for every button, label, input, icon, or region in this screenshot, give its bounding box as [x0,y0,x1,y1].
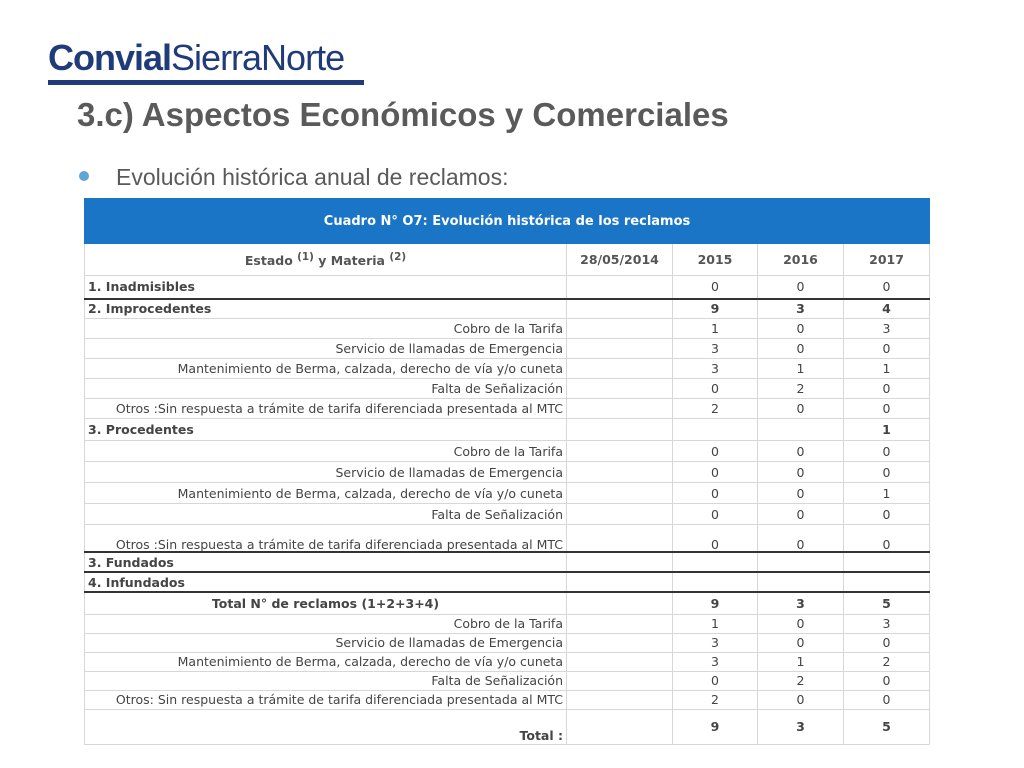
row-label: Mantenimiento de Berma, calzada, derecho de vía y/o cuneta [85,652,567,671]
header-sup1: (1) [297,251,314,264]
row-label: 3. Procedentes [85,419,567,441]
row-label: Mantenimiento de Berma, calzada, derecho de vía y/o cuneta [85,483,567,504]
cell-2017: 5 [844,592,930,614]
logo-text-light: SierraNorte [171,37,345,78]
table-row [85,572,930,592]
cell-2017 [844,552,930,572]
cell-2015: 0 [673,276,758,299]
header-date: 28/05/2014 [567,244,673,276]
cell-2017: 3 [844,614,930,633]
cell-2015: 3 [673,339,758,359]
cell-2016: 0 [758,690,844,709]
table-row [85,633,930,652]
cell-2015 [673,552,758,572]
cell-2016: 0 [758,399,844,419]
row-label: Total : [85,709,567,744]
table-row [85,525,930,553]
cell-2016: 0 [758,504,844,525]
row-label: Servicio de llamadas de Emergencia [85,633,567,652]
cell-date [567,614,673,633]
table-row [85,319,930,339]
cell-2017: 0 [844,633,930,652]
header-y-materia: y Materia [318,253,385,269]
cell-2016: 2 [758,379,844,399]
cell-2016: 0 [758,483,844,504]
table-row [85,399,930,419]
cell-2017: 0 [844,399,930,419]
table-row [85,614,930,633]
row-label: 3. Fundados [85,552,567,572]
cell-2017: 1 [844,419,930,441]
cell-date [567,339,673,359]
cell-2015: 0 [673,504,758,525]
cell-date [567,709,673,744]
cell-2015: 0 [673,671,758,690]
cell-2017: 0 [844,462,930,483]
table-row [85,504,930,525]
cell-2017: 5 [844,709,930,744]
row-label: Falta de Señalización [85,671,567,690]
cell-date [567,399,673,419]
cell-date [567,276,673,299]
cell-2017: 0 [844,690,930,709]
cell-date [567,592,673,614]
cell-date [567,483,673,504]
row-label: Mantenimiento de Berma, calzada, derecho de vía y/o cuneta [85,359,567,379]
header-estado-materia [85,244,567,276]
company-logo [48,38,364,90]
row-label: Falta de Señalización [85,379,567,399]
cell-2017: 0 [844,441,930,462]
table-row [85,379,930,399]
table-caption: Cuadro N° O7: Evolución histórica de los reclamos [85,199,930,244]
header-estado: Estado [244,253,293,269]
cell-2016: 0 [758,462,844,483]
cell-date [567,671,673,690]
cell-date [567,359,673,379]
table-row [85,299,930,319]
cell-2017: 0 [844,525,930,553]
cell-2015: 0 [673,379,758,399]
table-row [85,652,930,671]
row-label: Total N° de reclamos (1+2+3+4) [85,592,567,614]
table-row [85,592,930,614]
cell-2015: 0 [673,483,758,504]
slide-title: 3.c) Aspectos Económicos y Comerciales [77,96,729,133]
cell-2017: 1 [844,359,930,379]
cell-2015 [673,572,758,592]
table-row [85,339,930,359]
cell-2015: 0 [673,525,758,553]
cell-2017: 0 [844,379,930,399]
row-label: Otros :Sin respuesta a trámite de tarifa diferenciada presentada al MTC [85,525,567,553]
cell-2015: 0 [673,441,758,462]
row-label: Servicio de llamadas de Emergencia [85,339,567,359]
logo-underline [48,80,364,85]
cell-2017: 0 [844,504,930,525]
cell-2016 [758,552,844,572]
cell-2017: 2 [844,652,930,671]
cell-2016: 3 [758,299,844,319]
cell-2015: 1 [673,614,758,633]
cell-date [567,633,673,652]
cell-2017: 0 [844,671,930,690]
row-label: Cobro de la Tarifa [85,319,567,339]
bullet-text: Evolución histórica anual de reclamos: [116,164,509,190]
cell-2015: 3 [673,633,758,652]
cell-date [567,299,673,319]
row-label: Servicio de llamadas de Emergencia [85,462,567,483]
cell-date [567,419,673,441]
table-row [85,671,930,690]
cell-date [567,552,673,572]
table-row [85,462,930,483]
complaints-table [84,198,930,745]
cell-2015: 2 [673,690,758,709]
row-label: 1. Inadmisibles [85,276,567,299]
cell-2015: 9 [673,299,758,319]
cell-2016: 0 [758,614,844,633]
cell-2017: 1 [844,483,930,504]
cell-date [567,572,673,592]
cell-2015: 9 [673,709,758,744]
cell-2016: 1 [758,359,844,379]
cell-2015: 3 [673,652,758,671]
cell-2016 [758,572,844,592]
cell-2017: 0 [844,339,930,359]
header-2017: 2017 [844,244,930,276]
cell-2015: 2 [673,399,758,419]
cell-date [567,652,673,671]
table-row [85,552,930,572]
cell-2015: 9 [673,592,758,614]
cell-2016: 0 [758,441,844,462]
cell-2015: 1 [673,319,758,339]
cell-2017: 0 [844,276,930,299]
cell-2017: 4 [844,299,930,319]
cell-date [567,690,673,709]
cell-2016: 3 [758,592,844,614]
cell-2015: 3 [673,359,758,379]
table-row-total [85,709,930,744]
cell-date [567,504,673,525]
table-row [85,359,930,379]
cell-2015 [673,419,758,441]
table-row [85,441,930,462]
cell-2016: 0 [758,276,844,299]
header-2016: 2016 [758,244,844,276]
row-label: Otros: Sin respuesta a trámite de tarifa diferenciada presentada al MTC [85,690,567,709]
table-row [85,419,930,441]
cell-2015: 0 [673,462,758,483]
cell-2016: 1 [758,652,844,671]
logo-text-bold: Convial [48,37,172,78]
cell-date [567,319,673,339]
cell-2016: 2 [758,671,844,690]
cell-2016 [758,419,844,441]
cell-2016: 0 [758,339,844,359]
cell-date [567,462,673,483]
cell-date [567,441,673,462]
cell-date [567,379,673,399]
header-2015: 2015 [673,244,758,276]
complaints-table-container [84,198,929,745]
cell-2017 [844,572,930,592]
row-label: Falta de Señalización [85,504,567,525]
table-row [85,483,930,504]
row-label: 4. Infundados [85,572,567,592]
row-label: Otros :Sin respuesta a trámite de tarifa diferenciada presentada al MTC [85,399,567,419]
cell-2016: 0 [758,525,844,553]
table-row [85,690,930,709]
cell-2016: 3 [758,709,844,744]
row-label: 2. Improcedentes [85,299,567,319]
table-row [85,276,930,299]
cell-2016: 0 [758,633,844,652]
cell-2017: 3 [844,319,930,339]
row-label: Cobro de la Tarifa [85,441,567,462]
row-label: Cobro de la Tarifa [85,614,567,633]
header-sup2: (2) [389,251,407,264]
cell-date [567,525,673,553]
cell-2016: 0 [758,319,844,339]
bullet-dot-icon [79,171,89,181]
